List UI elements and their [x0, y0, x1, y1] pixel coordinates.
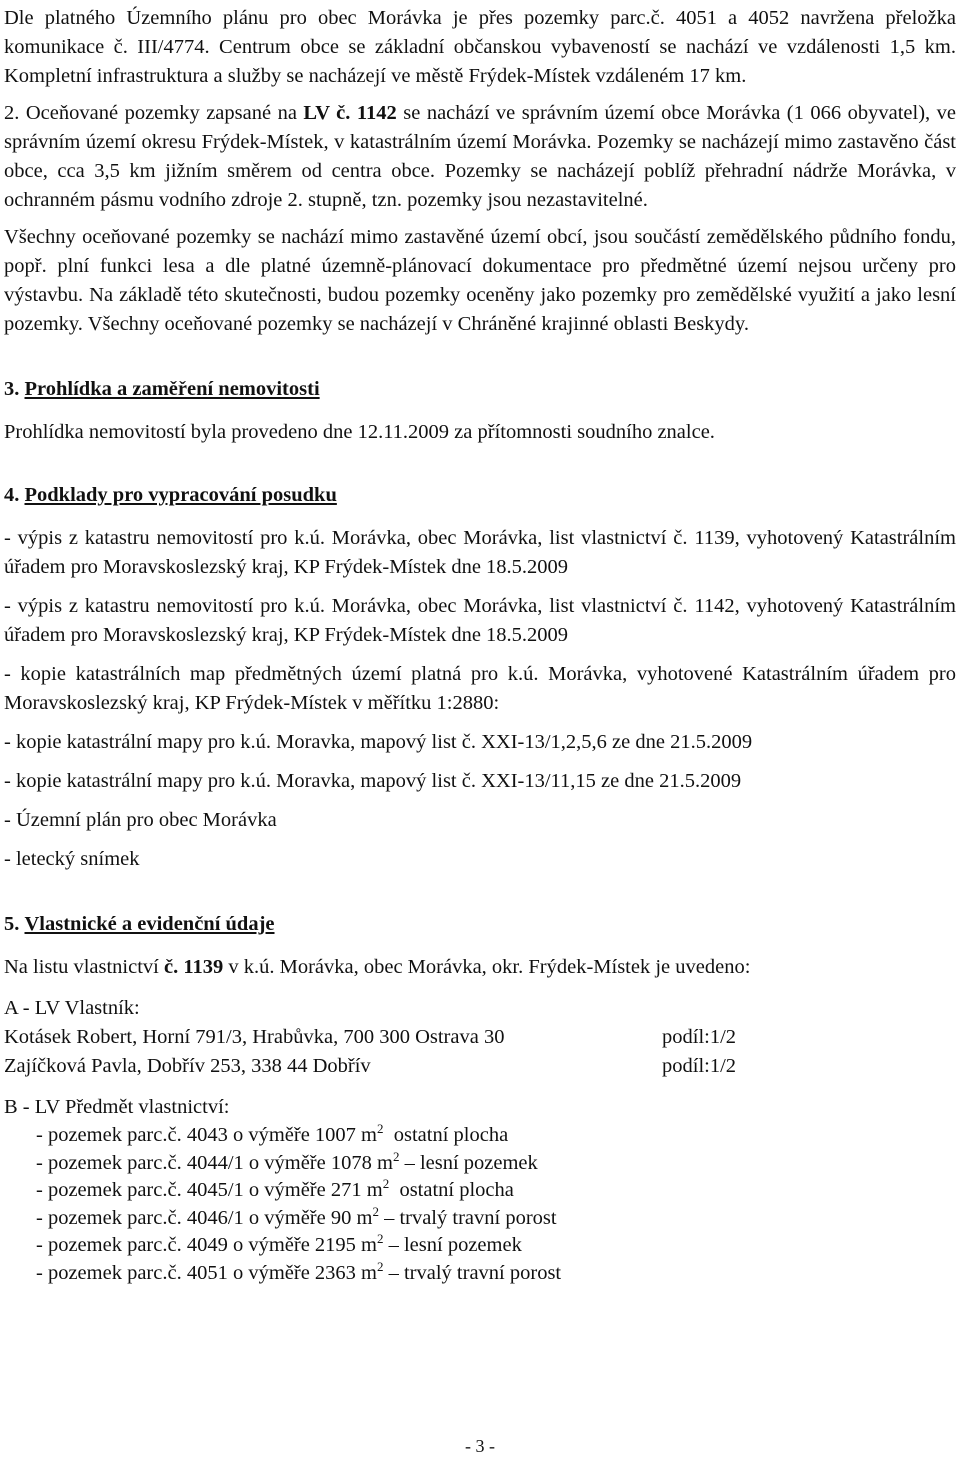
document-page	[4, 4, 956, 1287]
parcel-item	[36, 1260, 956, 1288]
parcel-item	[36, 1150, 956, 1178]
section-5-number: 5.	[4, 913, 20, 935]
parcel-type: – trvalý travní porost	[383, 1261, 562, 1284]
owner-row	[4, 1052, 956, 1081]
owners-table	[4, 1023, 956, 1081]
section-2-rest: se nachází ve správním území obce Morávka (1 066 obyvatel), ve správním území okresu Frýdek-Místek, v katastrálním území Morávka. Pozemky se nacházejí mimo zastavěno část obce, cca 3,5 km jižním směrem od centra obce. Pozemky se nacházejí poblíž přehradní nádrže Morávka, v ochranném pásmu vodního zdroje 2. stupně, tzn. pozemky jsou nezastavitelné.	[4, 102, 956, 211]
section-3-heading	[4, 375, 956, 404]
list-item: - výpis z katastru nemovitostí pro k.ú. Morávka, obec Morávka, list vlastnictví č. 1142, vyhotovený Katastrálním úřadem pro Moravskoslezský kraj, KP Frýdek-Místek dne 18.5.2009	[4, 595, 956, 646]
list-item: - Územní plán pro obec Morávka	[4, 809, 277, 831]
parcel-item	[36, 1232, 956, 1260]
list-item: - kopie katastrální mapy pro k.ú. Moravka, mapový list č. XXI-13/1,2,5,6 ze dne 21.5.2009	[4, 731, 753, 753]
inspection-text: Prohlídka nemovitostí byla provedeno dne 12.11.2009 za přítomnosti soudního znalce.	[4, 421, 715, 443]
parcel-type: – lesní pozemek	[399, 1151, 538, 1174]
parcel-text: - pozemek parc.č. 4045/1 o výměře 271 m	[36, 1179, 383, 1201]
sources-list	[4, 524, 956, 874]
list-item: - kopie katastrální mapy pro k.ú. Moravka, mapový list č. XXI-13/11,15 ze dne 21.5.2009	[4, 770, 742, 792]
list-item: - výpis z katastru nemovitostí pro k.ú. Morávka, obec Morávka, list vlastnictví č. 1139, vyhotovený Katastrálním úřadem pro Moravskoslezský kraj, KP Frýdek-Místek dne 18.5.2009	[4, 527, 956, 578]
parcel-item	[36, 1177, 956, 1205]
list-item: - letecký snímek	[4, 848, 140, 870]
section-4-heading	[4, 481, 956, 510]
parcel-unit-exponent: 2	[376, 1121, 384, 1136]
parcel-unit-exponent: 2	[382, 1176, 390, 1191]
lv-rest: v k.ú. Morávka, obec Morávka, okr. Frýdek-Místek je uvedeno:	[223, 956, 751, 978]
all-parcels-paragraph: Všechny oceňované pozemky se nachází mimo zastavěné území obcí, jsou součástí zemědělského půdního fondu, popř. plní funkci lesa a dle platné územně-plánovací dokumentace pro předmětné území nejsou určeny pro výstavbu. Na základě této skutečnosti, budou pozemky oceněny jako pozemky pro zemědělské využití a jako lesní pozemky. Všechny oceňované pozemky se nacházejí v Chráněné krajinné oblasti Beskydy.	[4, 226, 956, 335]
parcel-type: ostatní plocha	[383, 1124, 509, 1146]
lv-lead: Na listu vlastnictví	[4, 956, 164, 978]
lv-c: č.	[164, 956, 179, 978]
lv-owner-number: 1139	[178, 956, 224, 978]
owner-share: podíl:1/2	[662, 1026, 737, 1048]
lv-label: LV č.	[303, 102, 351, 124]
intro-paragraph: Dle platného Územního plánu pro obec Morávka je přes pozemky parc.č. 4051 a 4052 navržena přeložka komunikace č. III/4774. Centrum obce se základní občanskou vybaveností se nachází ve vzdálenosti 1,5 km. Kompletní infrastruktura a služby se nacházejí ve městě Frýdek-Místek vzdáleném 17 km.	[4, 7, 956, 87]
parcel-text: - pozemek parc.č. 4049 o výměře 2195 m	[36, 1234, 377, 1256]
section-5-heading	[4, 910, 956, 939]
section-2-paragraph	[4, 99, 956, 215]
section-4-number: 4.	[4, 484, 20, 506]
parcel-item	[36, 1205, 956, 1233]
owner-row	[4, 1023, 956, 1052]
lv-sentence	[4, 953, 956, 982]
owners-label: A - LV Vlastník:	[4, 997, 140, 1019]
parcel-text: - pozemek parc.č. 4046/1 o výměře 90 m	[36, 1206, 373, 1229]
subject-label: B - LV Předmět vlastnictví:	[4, 1096, 230, 1118]
parcel-unit-exponent: 2	[376, 1231, 384, 1246]
parcel-unit-exponent: 2	[392, 1148, 400, 1164]
parcel-unit-exponent: 2	[376, 1258, 384, 1274]
parcel-type: – lesní pozemek	[383, 1234, 522, 1256]
owner-share: podíl:1/2	[662, 1055, 737, 1077]
parcels-list	[36, 1122, 956, 1287]
section-3-title: Prohlídka a zaměření nemovitosti	[24, 378, 320, 400]
section-2-lead: 2. Oceňované pozemky zapsané na	[4, 102, 304, 124]
section-5-title: Vlastnické a evidenční údaje	[24, 913, 275, 935]
owner-name: Kotásek Robert, Horní 791/3, Hrabůvka, 700 300 Ostrava 30	[4, 1026, 505, 1048]
section-4-title: Podklady pro vypracování posudku	[24, 484, 337, 506]
parcel-item	[36, 1122, 956, 1150]
parcel-text: - pozemek parc.č. 4051 o výměře 2363 m	[36, 1261, 377, 1284]
list-item: - kopie katastrálních map předmětných území platná pro k.ú. Morávka, vyhotovené Katastrálním úřadem pro Moravskoslezský kraj, KP Frýdek-Místek v měřítku 1:2880:	[4, 663, 956, 714]
page-number: - 3 -	[465, 1436, 495, 1456]
parcel-type: ostatní plocha	[389, 1179, 514, 1201]
parcel-type: – trvalý travní porost	[378, 1206, 557, 1229]
owner-name: Zajíčková Pavla, Dobřív 253, 338 44 Dobřív	[4, 1055, 371, 1077]
parcel-unit-exponent: 2	[372, 1203, 379, 1219]
lv-number: 1142	[350, 102, 397, 124]
parcel-text: - pozemek parc.č. 4044/1 o výměře 1078 m	[36, 1151, 393, 1174]
section-3-number: 3.	[4, 378, 20, 400]
parcel-text: - pozemek parc.č. 4043 o výměře 1007 m	[36, 1124, 377, 1146]
